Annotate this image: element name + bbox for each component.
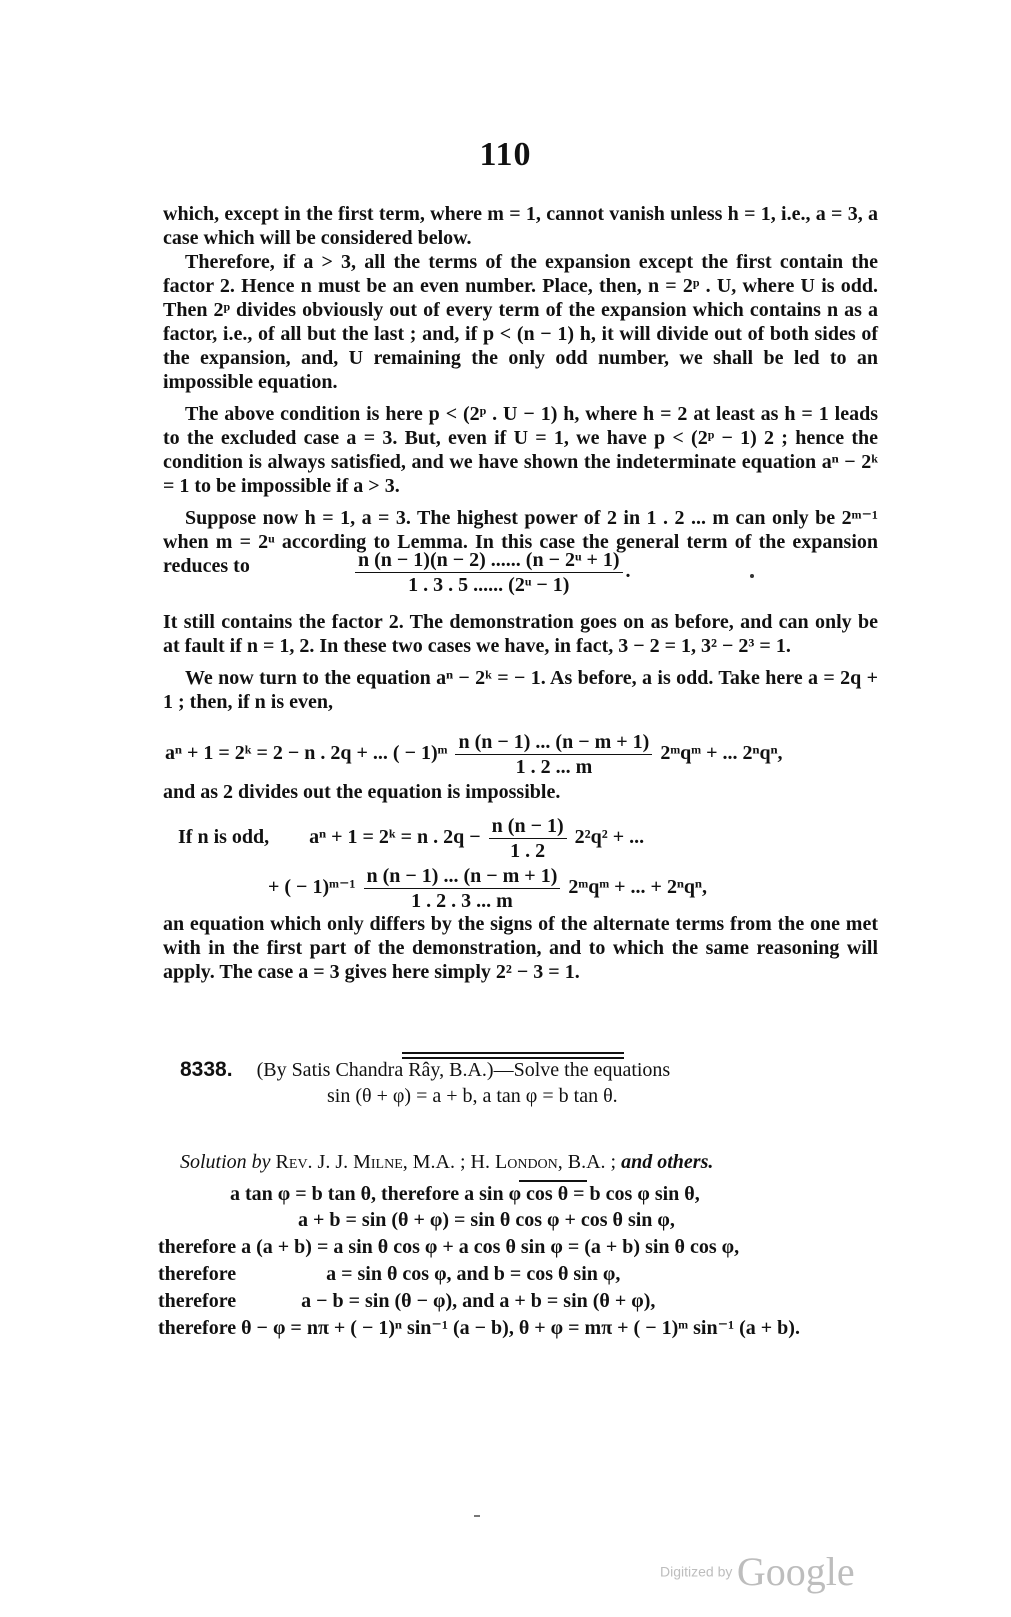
equation-label: If n is odd, — [178, 826, 270, 849]
equation-left: aⁿ + 1 = 2ᵏ = 2 − n . 2q + ... ( − 1)ᵐ — [165, 742, 448, 765]
paragraph-4: Suppose now h = 1, a = 3. The highest power of 2 in 1 . 2 ... m can only be 2ᵐ⁻¹ when m = 2ᵘ according to Lemma. In this case the general term of the expansion reduces to — [163, 507, 878, 577]
solution-line-5 — [158, 1289, 655, 1313]
equation-right: 2ᵐqᵐ + ... 2ⁿqⁿ, — [660, 742, 783, 765]
equation-right: 2ᵐqᵐ + ... + 2ⁿqⁿ, — [568, 876, 707, 899]
fraction — [355, 548, 623, 597]
numerator: n (n − 1) ... (n − m + 1) — [364, 864, 561, 889]
stray-mark — [750, 574, 754, 578]
stray-mark — [474, 1515, 480, 1517]
solution-suffix: and others. — [621, 1151, 714, 1173]
numerator: n (n − 1)(n − 2) ...... (n − 2ᵘ + 1) — [355, 548, 623, 573]
solution-line-4 — [158, 1262, 620, 1286]
equation-general-term — [352, 548, 631, 597]
line-label: therefore — [158, 1263, 237, 1285]
paragraph-5: It still contains the factor 2. The demonstration goes on as before, and can only be at fault if n = 1, 2. In these two cases we have, in fact, 3 − 2 = 1, 3² − 2³ = 1. — [163, 611, 878, 657]
solution-line-3 — [158, 1235, 739, 1259]
denominator: 1 . 3 . 5 ...... (2ᵘ − 1) — [408, 574, 570, 596]
solution-prefix: Solution by — [180, 1151, 271, 1173]
equation-left: aⁿ + 1 = 2ᵏ = n . 2q − — [309, 826, 481, 849]
question-author: (By Satis Chandra Rây, B.A.)—Solve the equations — [256, 1059, 671, 1081]
section-divider — [402, 1052, 624, 1054]
paragraph-2: Therefore, if a > 3, all the terms of the expansion except the first contain the factor 2. Hence n must be an even number. Place, then, n = 2ᵖ . U, where U is odd. Then 2ᵖ divides obviously out of every term of the expansion which contains n as a factor, i.e., of all but the last ; and, if p < (n − 1) h, it will divide out of both sides of the expansion, and, U remaining the only odd number, we shall be led to an impossible equation. — [163, 251, 878, 393]
fraction — [489, 814, 567, 863]
solution-line-6 — [158, 1316, 800, 1340]
proof-continuation — [163, 202, 878, 578]
solution-heading — [180, 1150, 713, 1174]
line-label: therefore — [158, 1317, 237, 1339]
solution-line-1: a tan φ = b tan θ, therefore a sin φ cos θ = b cos φ sin θ, — [230, 1183, 700, 1205]
paragraph-7: and as 2 divides out the equation is impossible. — [163, 781, 561, 803]
equation-odd-case — [178, 814, 644, 863]
fraction — [455, 730, 652, 779]
google-logo: Google — [736, 1549, 855, 1594]
paragraph-8: an equation which only differs by the signs of the alternate terms from the one met with in the first part of the demonstration, and to which the same reasoning will apply. The case a = 3 gives here simply 2² − 3 = 1. — [163, 913, 878, 983]
fraction — [364, 864, 561, 913]
question-number: 8338. — [180, 1058, 233, 1081]
equation-right: 2²q² + ... — [574, 826, 645, 849]
paragraph-1: which, except in the first term, where m = 1, cannot vanish unless h = 1, i.e., a = 3, a case which will be considered below. — [163, 203, 878, 249]
solution-authors: Rev. J. J. Milne, M.A. ; H. London, B.A. ; — [275, 1151, 617, 1173]
line-body: θ − φ = nπ + ( − 1)ⁿ sin⁻¹ (a − b), θ + φ = mπ + ( − 1)ᵐ sin⁻¹ (a + b). — [241, 1317, 800, 1339]
line-body: a = sin θ cos φ, and b = cos θ sin φ, — [326, 1263, 621, 1285]
watermark-prefix: Digitized by — [660, 1563, 733, 1580]
line-label: therefore — [158, 1290, 237, 1312]
equation-even-case — [165, 730, 783, 779]
solution-line-2: a + b = sin (θ + φ) = sin θ cos φ + cos θ sin φ, — [298, 1209, 675, 1231]
line-body: a − b = sin (θ − φ), and a + b = sin (θ + φ), — [301, 1290, 656, 1312]
denominator: 1 . 2 . 3 ... m — [411, 890, 513, 912]
question-equations: sin (θ + φ) = a + b, a tan φ = b tan θ. — [327, 1085, 618, 1107]
equation-odd-case-cont — [268, 864, 707, 913]
watermark — [660, 1548, 855, 1595]
proof-part-3 — [163, 780, 878, 804]
proof-conclusion — [163, 912, 878, 984]
equation-period: . — [625, 560, 631, 583]
question-heading — [180, 1058, 670, 1082]
denominator: 1 . 2 — [510, 840, 546, 862]
numerator: n (n − 1) ... (n − m + 1) — [455, 730, 652, 755]
denominator: 1 . 2 ... m — [515, 756, 593, 778]
proof-part-2 — [163, 610, 878, 714]
paragraph-3: The above condition is here p < (2ᵖ . U − 1) h, where h = 2 at least as h = 1 leads to the excluded case a = 3. But, even if U = 1, we have p < (2ᵖ − 1) 2 ; hence the condition is always satisfied, and we have shown the indeterminate equation aⁿ − 2ᵏ = 1 to be impossible if a > 3. — [163, 403, 878, 497]
line-body: a (a + b) = a sin θ cos φ + a cos θ sin φ = (a + b) sin θ cos φ, — [241, 1236, 740, 1258]
numerator: n (n − 1) — [489, 814, 567, 839]
page-number: 110 — [479, 136, 532, 173]
equation-left: + ( − 1)ᵐ⁻¹ — [268, 876, 356, 899]
line-label: therefore — [158, 1236, 237, 1258]
paragraph-6: We now turn to the equation aⁿ − 2ᵏ = − 1. As before, a is odd. Take here a = 2q + 1 ; then, if n is even, — [163, 667, 878, 713]
